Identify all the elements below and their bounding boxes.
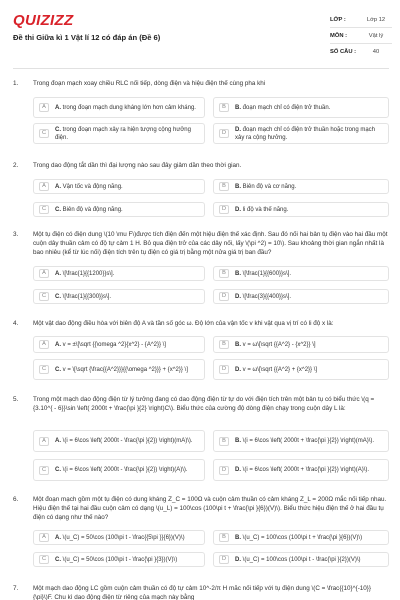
question-text: Trong dao động tắt dần thì đại lượng nào sau đây giảm dần theo thời gian. xyxy=(33,162,242,169)
question-number: 5. xyxy=(13,396,19,403)
quizizz-logo: QUIZIZZ xyxy=(13,12,74,29)
meta-value: Vật lý xyxy=(368,32,384,39)
question-number: 4. xyxy=(13,320,19,327)
meta-label: MÔN : xyxy=(330,32,348,39)
option-b[interactable] xyxy=(213,530,389,545)
option-letter: C xyxy=(39,292,49,301)
question-text: Một tụ điện có điện dung \(10 \mu F\)được tích điện đến một hiệu điện thế xác định. Sau đó nối hai bản tụ điện vào hai đầu một cuộn dây thuần cảm có độ tự cảm 1 H. Bỏ qua điện trở của các dây nối, lấy \(\pi ^2) = 10\). Sau khoảng thời gian ngắn nhất là bao nhiêu (kể từ lúc nối) điện tích trên tụ điện có giá trị bằng một nửa giá trị ban đầu? xyxy=(33,231,388,256)
option-letter: D xyxy=(219,466,229,475)
option-letter: B xyxy=(219,340,229,349)
option-letter: B xyxy=(219,437,229,446)
option-text: C. Biên độ và động năng. xyxy=(55,206,123,213)
option-b[interactable] xyxy=(213,97,389,118)
question-number: 1. xyxy=(13,80,19,87)
question-number: 7. xyxy=(13,585,19,592)
option-letter: A xyxy=(39,437,49,446)
option-text: C. trong đoạn mạch xảy ra hiện tượng cộng hưởng điện. xyxy=(55,126,191,141)
option-d[interactable] xyxy=(213,123,389,144)
option-letter: C xyxy=(39,555,49,564)
option-letter: D xyxy=(219,129,229,138)
option-text: B. \(u_C) = 100\cos (100\pi t + \frac{\pi }{6})(V)\) xyxy=(235,534,363,541)
option-text: B. v = ω\[\sqrt {{A^2} - {x^2}} \] xyxy=(235,341,316,348)
meta-row-class xyxy=(330,12,392,28)
option-a[interactable] xyxy=(33,530,205,545)
question-text: Trong một mạch dao động điện từ lý tưởng đang có dao động điện từ tự do với điện tích trên một bản tụ có biểu thức \(q = {3.10^{ - 6}}\sin \left( 2000t + \frac{\pi }{2} \right)C\). Biểu thức của cường độ dòng điện chạy trong cuộn dây L là: xyxy=(33,396,375,412)
option-text: B. Biên độ và cơ năng. xyxy=(235,183,297,190)
option-text: D. v = ω\[\sqrt {{A^2} + {x^2}} \] xyxy=(235,366,318,373)
option-text: A. v = ±\[\sqrt {{\omega ^2}{x^2} - {A^2}} \] xyxy=(55,341,166,348)
meta-label: LỚP : xyxy=(330,16,346,23)
option-text: D. li độ và thế năng. xyxy=(235,206,289,213)
option-letter: B xyxy=(219,182,229,191)
question-5 xyxy=(13,396,389,488)
option-c[interactable] xyxy=(33,459,205,481)
option-letter: B xyxy=(219,269,229,278)
option-letter: A xyxy=(39,533,49,542)
option-a[interactable] xyxy=(33,430,205,452)
question-2 xyxy=(13,162,389,222)
option-text: C. \(i = 6\cos \left( 2000t - \frac{\pi }{2}) \right)(A)\). xyxy=(55,467,188,473)
question-3 xyxy=(13,231,389,311)
question-number: 3. xyxy=(13,231,19,238)
option-letter: B xyxy=(219,103,229,112)
option-d[interactable] xyxy=(213,359,389,380)
question-number: 2. xyxy=(13,162,19,169)
option-letter: D xyxy=(219,205,229,214)
option-c[interactable] xyxy=(33,289,205,304)
question-7 xyxy=(13,585,389,600)
option-text: B. đoạn mạch chỉ có điện trở thuần. xyxy=(235,104,331,111)
option-c[interactable] xyxy=(33,202,205,217)
option-letter: D xyxy=(219,365,229,374)
option-text: D. \[\frac{3}{{400}}s\]. xyxy=(235,293,292,300)
worksheet-header xyxy=(0,0,400,66)
option-a[interactable] xyxy=(33,266,205,281)
option-text: A. \[\frac{1}{{1200}}s\]. xyxy=(55,270,115,277)
option-c[interactable] xyxy=(33,552,205,567)
meta-box xyxy=(330,12,392,60)
option-b[interactable] xyxy=(213,336,389,353)
option-text: C. \[\frac{1}{{300}}s\]. xyxy=(55,293,112,300)
meta-value: Lớp 12 xyxy=(366,16,386,23)
option-b[interactable] xyxy=(213,430,389,452)
page-title: Đề thi Giữa kì 1 Vật lí 12 có đáp án (Đề 6) xyxy=(13,33,161,42)
option-letter: C xyxy=(39,129,49,138)
option-letter: C xyxy=(39,466,49,475)
question-text: Một vật dao động điều hòa với biên độ A và tần số góc ω. Độ lớn của vận tốc v khi vật qua vị trí có li độ x là: xyxy=(33,320,334,327)
option-letter: A xyxy=(39,103,49,112)
option-text: B. \[\frac{1}{{600}}s\]. xyxy=(235,270,292,277)
question-4 xyxy=(13,320,389,386)
option-d[interactable] xyxy=(213,289,389,304)
option-text: A. \(i = 6\cos \left( 2000t - \frac{\pi }{2}) \right)(mA)\). xyxy=(55,438,193,444)
option-a[interactable] xyxy=(33,179,205,194)
option-a[interactable] xyxy=(33,336,205,353)
option-text: D. \(u_C) = 100\cos (100\pi t - \frac{\pi }{2})(V)\) xyxy=(235,556,361,563)
meta-label: SỐ CÂU : xyxy=(330,49,357,55)
option-letter: A xyxy=(39,269,49,278)
question-text: Một đoạn mạch gồm một tụ điện có dung kháng Z_C = 100Ω và cuộn cảm thuần có cảm kháng Z_L = 200Ω mắc nối tiếp nhau. Hiệu điện thế tại hai đầu cuộn cảm có dạng \(u_L) = 100\cos (100\pi t + \frac{\pi }{6})(V)\). Biểu thức hiệu điện thế ở hai đầu tụ điện có dạng như thế nào? xyxy=(33,496,387,521)
option-d[interactable] xyxy=(213,202,389,217)
option-text: A. trong đoạn mạch dung kháng lớn hơn cảm kháng. xyxy=(55,104,196,111)
option-letter: D xyxy=(219,292,229,301)
option-d[interactable] xyxy=(213,459,389,481)
question-text: Trong đoạn mạch xoay chiều RLC nối tiếp, dòng điện và hiệu điện thế cùng pha khi xyxy=(33,80,266,87)
option-b[interactable] xyxy=(213,266,389,281)
option-text: C. \(u_C) = 50\cos (100\pi t - \frac{\pi }{3})(V)\) xyxy=(55,556,178,563)
option-text: C. v = \[\sqrt {\frac{{A^2}}}{{\omega ^2}}} + {x^2}} \] xyxy=(55,366,188,373)
meta-value: 40 xyxy=(372,49,380,55)
option-text: A. Vận tốc và động năng. xyxy=(55,183,123,190)
option-letter: A xyxy=(39,340,49,349)
option-letter: A xyxy=(39,182,49,191)
option-text: D. đoạn mạch chỉ có điện trở thuần hoặc trong mạch xảy ra cộng hưởng. xyxy=(235,126,376,141)
option-a[interactable] xyxy=(33,97,205,118)
meta-row-subject xyxy=(330,28,392,44)
option-text: D. \(i = 6\cos \left( 2000t + \frac{\pi }{2}) \right)(A)\). xyxy=(235,467,370,473)
option-letter: C xyxy=(39,205,49,214)
question-text: Một mạch dao động LC gồm cuộn cảm thuần có độ tự cảm 10^-2/π H mắc nối tiếp với tụ điện dung \(C = \frac{{10}^{-10}}{\pi}\)F. Chu kì dao động điện từ riêng của mạch này bằng xyxy=(33,585,372,600)
meta-row-count xyxy=(330,44,392,60)
option-c[interactable] xyxy=(33,359,205,380)
header-divider xyxy=(13,68,389,69)
question-number: 6. xyxy=(13,496,19,503)
option-b[interactable] xyxy=(213,179,389,194)
option-text: A. \(u_C) = 50\cos (100\pi t - \frac{{5\pi }}{6})(V)\) xyxy=(55,534,185,541)
option-letter: D xyxy=(219,555,229,564)
option-text: B. \(i = 6\cos \left( 2000t + \frac{\pi }{2}) \right)(mA)\). xyxy=(235,438,375,444)
option-letter: B xyxy=(219,533,229,542)
option-letter: C xyxy=(39,365,49,374)
question-1 xyxy=(13,80,389,150)
option-c[interactable] xyxy=(33,123,205,144)
option-d[interactable] xyxy=(213,552,389,567)
question-6 xyxy=(13,496,389,576)
